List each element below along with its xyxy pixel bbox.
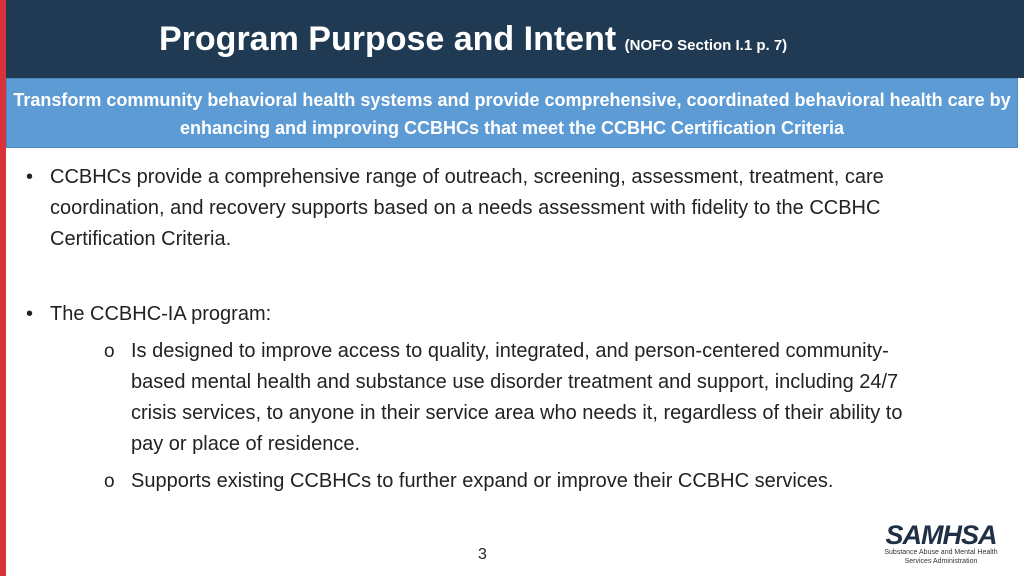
sub-item-access: o Is designed to improve access to quality, integrated, and person-centered community-based mental health and substance use disorder treatment and support, including 24/7 crisis services, to anyone in their service area who needs it, regardless of their ability to pay or place of residence. [24,336,924,460]
logo-subtitle: Substance Abuse and Mental Health Services Administration [884,549,998,565]
page-title [159,20,787,59]
sub-item-expand: o Supports existing CCBHCs to further expand or improve their CCBHC services. [24,466,924,497]
title-bar [6,0,1024,78]
purpose-banner: Transform community behavioral health systems and provide comprehensive, coordinated behavioral health care by enhancing and improving CCBHCs that meet the CCBHC Certification Criteria [6,78,1018,148]
samhsa-logo [876,522,1006,570]
page-number: 3 [478,546,487,563]
slide-content [24,162,924,497]
logo-wordmark: SAMHSA [885,520,997,550]
bullet-ccbhc-services: • CCBHCs provide a comprehensive range of outreach, screening, assessment, treatment, care coordination, and recovery supports based on a needs assessment with fidelity to the CCBHC Certification Criteria. [24,162,924,255]
bullet-ccbhc-ia-program: • The CCBHC-IA program: [24,299,924,330]
title-reference: (NOFO Section I.1 p. 7) [624,37,788,54]
title-text: Program Purpose and Intent [159,20,617,58]
